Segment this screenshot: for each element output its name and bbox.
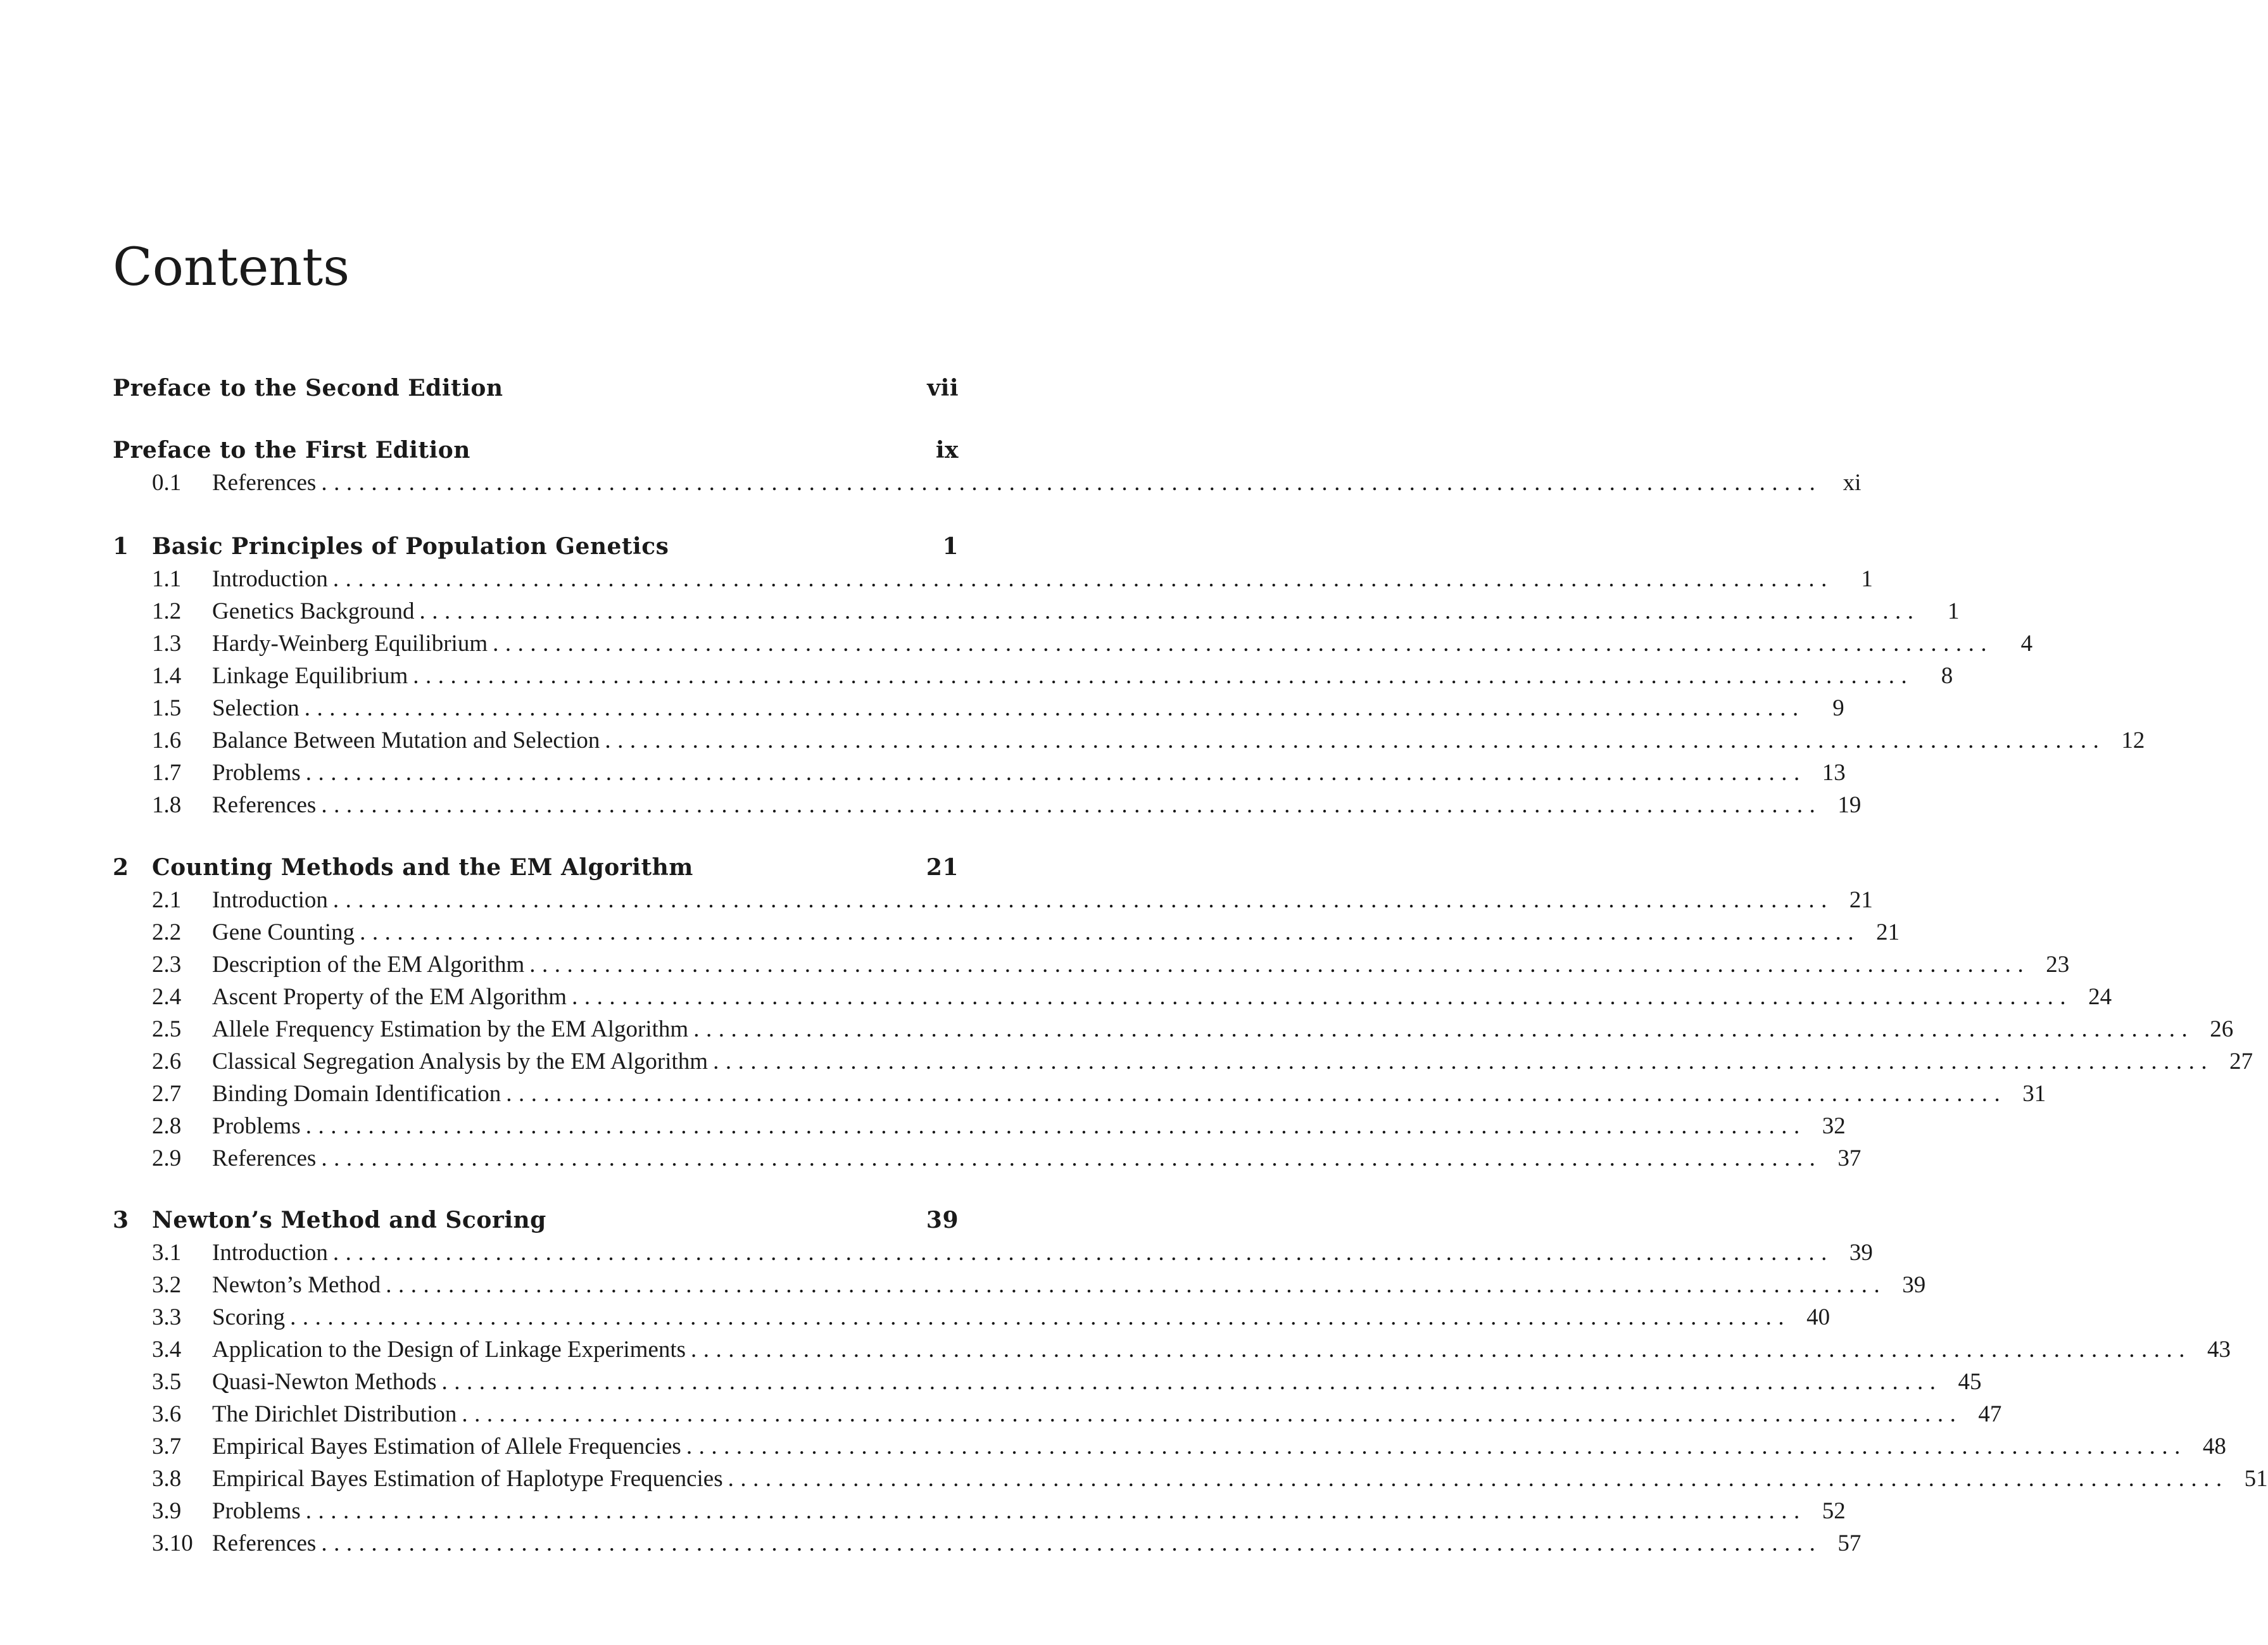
toc-entry-number: 2.6	[152, 1049, 182, 1075]
toc-leader-dots: ........................................................................................................................	[686, 1434, 2187, 1459]
toc-entry-number: 3	[113, 1207, 129, 1233]
toc-section-entry[interactable]	[113, 791, 1862, 823]
toc-leader-dots: ........................................................................................................................	[321, 470, 1822, 496]
toc-entry-page-number: 31	[2022, 1081, 2046, 1107]
toc-section-entry[interactable]	[113, 565, 1873, 597]
toc-chapter-entry[interactable]	[113, 437, 959, 469]
toc-entry-title: Ascent Property of the EM Algorithm	[212, 984, 567, 1010]
toc-leader-dots: ........................................................................................................................	[305, 760, 1806, 786]
toc-leader-dots: ........................................................................................................................	[441, 1369, 1943, 1395]
toc-entry-title: Introduction	[212, 887, 328, 913]
toc-section-entry[interactable]	[113, 1016, 2234, 1047]
toc-entry-title: Gene Counting	[212, 919, 355, 945]
toc-entry-number: 2.1	[152, 887, 182, 913]
toc-leader-dots: ........................................................................................................................	[305, 1498, 1806, 1524]
toc-entry-page-number: 1	[1948, 598, 1960, 624]
toc-entry-title: References	[212, 470, 317, 496]
toc-entry-title: Preface to the Second Edition	[113, 375, 503, 401]
toc-leader-dots: ........................................................................................................................	[691, 1337, 2192, 1363]
toc-entry-page-number: 37	[1837, 1145, 1862, 1171]
toc-chapter-entry[interactable]	[113, 533, 959, 565]
toc-entry-page-number: 19	[1837, 792, 1862, 818]
toc-leader-dots: ........................................................................................................................	[321, 1145, 1822, 1171]
toc-entry-title: The Dirichlet Distribution	[212, 1401, 457, 1427]
toc-entry-page-number: 40	[1806, 1304, 1830, 1330]
toc-entry-title: Introduction	[212, 566, 328, 592]
toc-chapter-entry[interactable]	[113, 375, 959, 407]
toc-entry-number: 2.8	[152, 1113, 182, 1139]
toc-leader-dots: ........................................................................................................................	[305, 1113, 1806, 1139]
toc-entry-title: References	[212, 1145, 317, 1171]
page-title: Contents	[113, 237, 350, 298]
toc-section-entry[interactable]	[113, 727, 2145, 759]
toc-entry-number: 2.5	[152, 1016, 182, 1042]
toc-entry-number: 1.3	[152, 631, 182, 657]
toc-section-entry[interactable]	[113, 951, 2070, 983]
toc-entry-page-number: 21	[926, 854, 959, 881]
toc-leader-dots: ........................................................................................................................	[304, 695, 1805, 721]
toc-entry-number: 3.2	[152, 1272, 182, 1298]
toc-entry-number: 3.8	[152, 1466, 182, 1492]
toc-entry-page-number: 13	[1822, 760, 1846, 786]
toc-entry-page-number: 26	[2210, 1016, 2234, 1042]
toc-entry-number: 1.5	[152, 695, 182, 721]
toc-entry-page-number: 4	[2020, 631, 2033, 657]
toc-section-entry[interactable]	[113, 630, 2033, 662]
toc-entry-page-number: 24	[2088, 984, 2112, 1010]
toc-chapter-entry[interactable]	[113, 854, 959, 886]
toc-leader-dots: ........................................................................................................................	[360, 919, 1861, 945]
toc-leader-dots: ........................................................................................................................	[493, 631, 1994, 657]
toc-entry-page-number: 39	[1902, 1272, 1926, 1298]
toc-entry-page-number: 8	[1941, 663, 1953, 689]
toc-entry-number: 2.3	[152, 952, 182, 978]
toc-entry-page-number: 12	[2121, 728, 2145, 753]
toc-entry-number: 3.1	[152, 1240, 182, 1266]
toc-entry-title: Balance Between Mutation and Selection	[212, 728, 600, 753]
toc-entry-title: References	[212, 1530, 317, 1556]
toc-section-entry[interactable]	[113, 598, 1960, 629]
toc-entry-number: 3.6	[152, 1401, 182, 1427]
toc-entry-number: 1.2	[152, 598, 182, 624]
toc-entry-title: Problems	[212, 1113, 301, 1139]
toc-entry-title: Problems	[212, 1498, 301, 1524]
toc-leader-dots: ........................................................................................................................	[332, 887, 1834, 913]
toc-entry-number: 1.6	[152, 728, 182, 753]
toc-entry-title: Selection	[212, 695, 299, 721]
toc-entry-title: Application to the Design of Linkage Experiments	[212, 1337, 686, 1363]
toc-entry-title: Problems	[212, 760, 301, 786]
toc-section-entry[interactable]	[113, 1433, 2226, 1465]
toc-entry-title: References	[212, 792, 317, 818]
toc-section-entry[interactable]	[113, 1112, 1846, 1144]
toc-entry-title: Hardy-Weinberg Equilibrium	[212, 631, 488, 657]
toc-section-entry[interactable]	[113, 1048, 2253, 1080]
toc-section-entry[interactable]	[113, 1465, 2268, 1497]
toc-leader-dots: ........................................................................................................................	[693, 1016, 2195, 1042]
toc-entry-title: Allele Frequency Estimation by the EM Algorithm	[212, 1016, 689, 1042]
toc-entry-title: Basic Principles of Population Genetics	[152, 533, 669, 560]
toc-leader-dots: ........................................................................................................................	[529, 952, 2031, 978]
toc-entry-page-number: vii	[927, 375, 959, 401]
toc-section-entry[interactable]	[113, 695, 1844, 726]
toc-section-entry[interactable]	[113, 1145, 1862, 1176]
toc-section-entry[interactable]	[113, 1239, 1873, 1271]
toc-entry-title: Empirical Bayes Estimation of Haplotype Frequencies	[212, 1466, 723, 1492]
toc-entry-title: Introduction	[212, 1240, 328, 1266]
toc-entry-number: 1.7	[152, 760, 182, 786]
toc-entry-number: 1.8	[152, 792, 182, 818]
toc-entry-title: Newton’s Method	[212, 1272, 381, 1298]
toc-entry-page-number: 32	[1822, 1113, 1846, 1139]
toc-entry-number: 3.3	[152, 1304, 182, 1330]
toc-section-entry[interactable]	[113, 983, 2112, 1015]
toc-entry-number: 1	[113, 533, 129, 560]
toc-entry-number: 1.4	[152, 663, 182, 689]
toc-leader-dots: ........................................................................................................................	[419, 598, 1920, 624]
toc-leader-dots: ........................................................................................................................	[321, 792, 1822, 818]
toc-leader-dots: ........................................................................................................................	[462, 1401, 1963, 1427]
toc-section-entry[interactable]	[113, 919, 1900, 950]
toc-entry-number: 3.7	[152, 1434, 182, 1459]
toc-entry-number: 2	[113, 854, 129, 881]
toc-entry-title: Newton’s Method and Scoring	[152, 1207, 546, 1233]
toc-section-entry[interactable]	[113, 1271, 1926, 1303]
toc-entry-page-number: 45	[1958, 1369, 1982, 1395]
toc-entry-title: Classical Segregation Analysis by the EM Algorithm	[212, 1049, 709, 1075]
toc-leader-dots: ........................................................................................................................	[572, 984, 2073, 1010]
toc-entry-page-number: 39	[926, 1207, 959, 1233]
toc-section-entry[interactable]	[113, 1530, 1862, 1561]
toc-entry-page-number: 48	[2202, 1434, 2226, 1459]
toc-entry-page-number: 23	[2046, 952, 2070, 978]
toc-entry-page-number: 21	[1876, 919, 1900, 945]
toc-entry-title: Counting Methods and the EM Algorithm	[152, 854, 693, 881]
toc-entry-number: 0.1	[152, 470, 182, 496]
toc-leader-dots: ........................................................................................................................	[332, 1240, 1834, 1266]
toc-entry-title: Description of the EM Algorithm	[212, 952, 525, 978]
toc-entry-page-number: 47	[1978, 1401, 2002, 1427]
toc-entry-page-number: 57	[1837, 1530, 1862, 1556]
toc-leader-dots: ........................................................................................................................	[290, 1304, 1791, 1330]
toc-section-entry[interactable]	[113, 886, 1873, 918]
toc-entry-page-number: 1	[942, 533, 959, 560]
toc-leader-dots: ........................................................................................................................	[728, 1466, 2229, 1492]
toc-section-entry[interactable]	[113, 1304, 1830, 1335]
toc-leader-dots: ........................................................................................................................	[321, 1530, 1822, 1556]
toc-section-entry[interactable]	[113, 469, 1862, 501]
toc-entry-title: Scoring	[212, 1304, 286, 1330]
toc-entry-page-number: 9	[1832, 695, 1844, 721]
toc-entry-number: 1.1	[152, 566, 182, 592]
toc-leader-dots: ........................................................................................................................	[413, 663, 1914, 689]
toc-entry-number: 2.2	[152, 919, 182, 945]
toc-entry-page-number: 52	[1822, 1498, 1846, 1524]
toc-section-entry[interactable]	[113, 759, 1846, 791]
toc-leader-dots: ........................................................................................................................	[506, 1081, 2007, 1107]
toc-leader-dots: ........................................................................................................................	[332, 566, 1834, 592]
toc-entry-title: Binding Domain Identification	[212, 1081, 501, 1107]
toc-entry-page-number: 51	[2244, 1466, 2268, 1492]
toc-entry-page-number: 21	[1849, 887, 1873, 913]
toc-entry-number: 2.9	[152, 1145, 182, 1171]
toc-chapter-entry[interactable]	[113, 1207, 959, 1238]
toc-entry-title: Linkage Equilibrium	[212, 663, 408, 689]
toc-entry-number: 2.4	[152, 984, 182, 1010]
toc-entry-page-number: 43	[2207, 1337, 2231, 1363]
toc-entry-page-number: ix	[935, 437, 959, 463]
toc-entry-number: 3.5	[152, 1369, 182, 1395]
toc-entry-page-number: xi	[1843, 470, 1862, 496]
toc-entry-number: 3.9	[152, 1498, 182, 1524]
toc-entry-title: Genetics Background	[212, 598, 415, 624]
toc-entry-title: Quasi-Newton Methods	[212, 1369, 437, 1395]
toc-entry-page-number: 27	[2229, 1049, 2253, 1075]
toc-entry-number: 3.10	[152, 1530, 193, 1556]
toc-leader-dots: ........................................................................................................................	[386, 1272, 1887, 1298]
toc-entry-number: 2.7	[152, 1081, 182, 1107]
toc-leader-dots: ........................................................................................................................	[713, 1049, 2214, 1075]
toc-section-entry[interactable]	[113, 1080, 2046, 1112]
toc-section-entry[interactable]	[113, 1497, 1846, 1529]
toc-section-entry[interactable]	[113, 662, 1953, 694]
toc-entry-title: Preface to the First Edition	[113, 437, 470, 463]
toc-leader-dots: ........................................................................................................................	[605, 728, 2106, 753]
toc-entry-number: 3.4	[152, 1337, 182, 1363]
toc-entry-title: Empirical Bayes Estimation of Allele Frequencies	[212, 1434, 681, 1459]
toc-section-entry[interactable]	[113, 1336, 2231, 1368]
toc-entry-page-number: 39	[1849, 1240, 1873, 1266]
toc-section-entry[interactable]	[113, 1368, 1982, 1400]
toc-entry-page-number: 1	[1861, 566, 1873, 592]
toc-section-entry[interactable]	[113, 1401, 2002, 1432]
